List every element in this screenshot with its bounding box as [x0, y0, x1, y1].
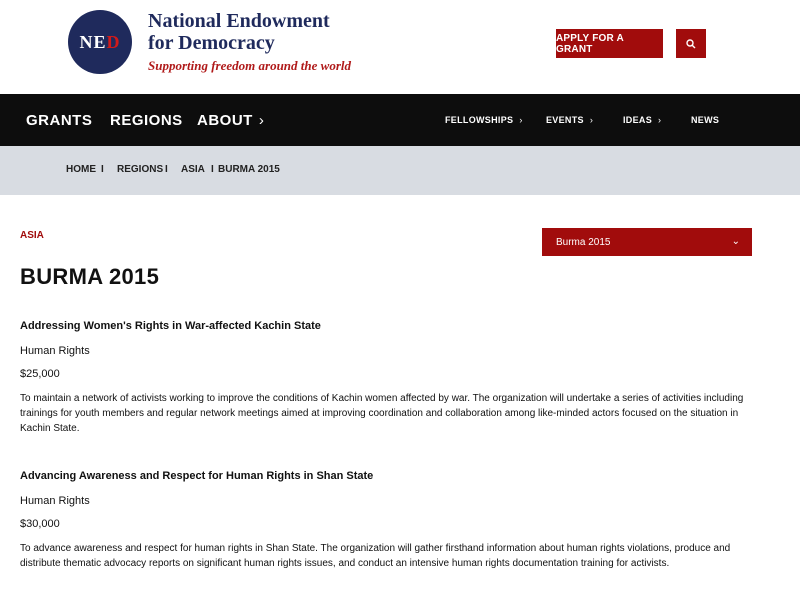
site-header — [0, 0, 800, 94]
grant-description: To maintain a network of activists working to improve the conditions of Kachin women affected by war. The organization will undertake a series of activities including trainings for youth members and regular network meetings aimed at improving coordination and collaboration among like-minded actors focused on the situation in Kachin State. — [20, 393, 744, 434]
apply-for-grant-button[interactable]: APPLY FOR A GRANT — [556, 29, 663, 58]
grant-item — [20, 320, 760, 436]
grant-item — [20, 470, 760, 571]
nav-item-events[interactable] — [546, 94, 593, 146]
chevron-right-icon: › — [258, 111, 265, 129]
nav-label: ABOUT — [197, 111, 253, 129]
brand-tagline: Supporting freedom around the world — [148, 58, 351, 73]
grant-title: Addressing Women's Rights in War-affected Kachin State — [20, 320, 321, 332]
nav-label: GRANTS — [26, 111, 93, 129]
nav-item-ideas[interactable] — [623, 94, 661, 146]
grant-amount: $25,000 — [20, 368, 60, 380]
nav-item-regions[interactable] — [110, 94, 183, 146]
year-select-value: Burma 2015 — [556, 236, 611, 248]
brand-line-2: for Democracy — [148, 32, 275, 54]
grant-category: Human Rights — [20, 345, 90, 357]
breadcrumb-separator: I — [211, 164, 214, 175]
grant-amount: $30,000 — [20, 518, 60, 530]
nav-item-fellowships[interactable] — [445, 94, 523, 146]
chevron-right-icon: › — [658, 115, 662, 125]
nav-label: REGIONS — [110, 111, 183, 129]
nav-label: IDEAS — [623, 115, 653, 125]
chevron-down-icon: ⌄ — [731, 236, 740, 247]
nav-label: FELLOWSHIPS — [445, 115, 514, 125]
chevron-right-icon: › — [589, 115, 594, 125]
search-icon — [686, 39, 696, 49]
breadcrumb-regions[interactable]: REGIONS — [117, 164, 164, 175]
breadcrumb-home[interactable]: HOME — [66, 164, 96, 175]
ned-logo[interactable] — [68, 10, 132, 74]
nav-label: NEWS — [691, 115, 720, 125]
brand-name[interactable] — [148, 10, 351, 74]
main-nav — [0, 94, 800, 146]
breadcrumb-separator: I — [165, 164, 168, 175]
breadcrumb — [0, 146, 800, 195]
grant-title: Advancing Awareness and Respect for Human Rights in Shan State — [20, 470, 374, 482]
nav-item-news[interactable] — [691, 94, 719, 146]
breadcrumb-separator: I — [101, 164, 104, 175]
grant-description: To advance awareness and respect for human rights in Shan State. The organization will gather firsthand information about human rights violations, produce and distribute thematic advocacy reports on significant human rights issues, and conduct an intensive human rights documentation training for activists. — [20, 543, 731, 569]
year-select[interactable] — [542, 228, 752, 256]
grant-category: Human Rights — [20, 495, 90, 507]
breadcrumb-current: BURMA 2015 — [218, 164, 280, 175]
nav-label: EVENTS — [546, 115, 584, 125]
logo-text: NED — [79, 31, 121, 52]
nav-item-grants[interactable] — [26, 94, 92, 146]
breadcrumb-asia[interactable]: ASIA — [181, 164, 205, 175]
search-button[interactable] — [676, 29, 706, 58]
chevron-right-icon: › — [519, 115, 523, 125]
page-title: BURMA 2015 — [20, 264, 160, 289]
region-label[interactable]: ASIA — [20, 230, 44, 241]
nav-item-about[interactable] — [197, 94, 264, 146]
brand-line-1: National Endowment — [148, 10, 330, 32]
